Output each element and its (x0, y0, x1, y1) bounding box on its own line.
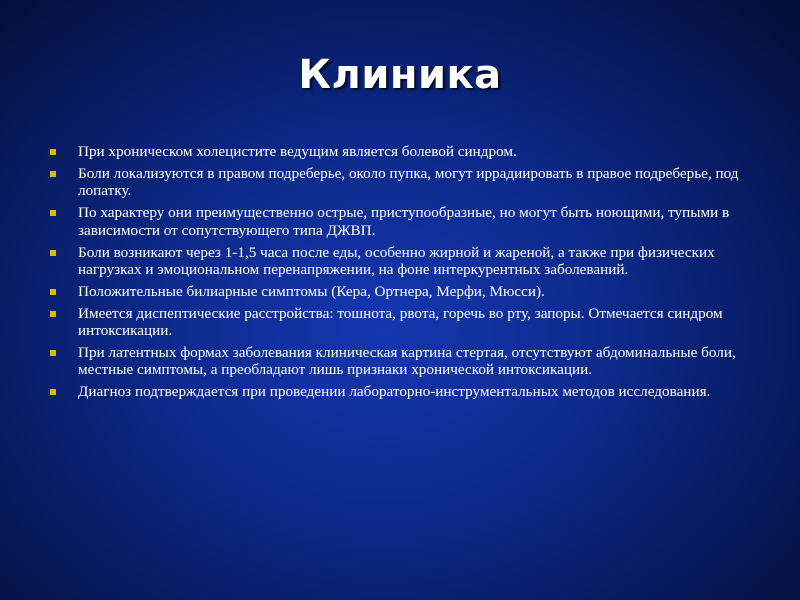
bullet-marker-icon (50, 250, 56, 256)
bullet-list (44, 143, 744, 405)
bullet-marker-icon (50, 289, 56, 295)
slide-title: Клиника (298, 52, 502, 98)
bullet-item (44, 244, 744, 279)
bullet-marker-icon (50, 350, 56, 356)
bullet-text: Диагноз подтверждается при проведении лабораторно-инструментальных методов исследования. (78, 383, 711, 401)
bullet-item (44, 165, 744, 200)
bullet-text: Имеется диспептические расстройства: тошнота, рвота, горечь во рту, запоры. Отмечается синдром интоксикации. (78, 304, 723, 340)
bullet-marker-icon (50, 210, 56, 216)
bullet-text: Боли возникают через 1-1,5 часа после еды, особенно жирной и жареной, а также при физических нагрузках и эмоциональном перенапряжении, на фоне интеркурентных заболеваний. (78, 243, 715, 278)
bullet-text: При хроническом холецистите ведущим является болевой синдром. (78, 143, 517, 160)
bullet-text: При латентных формах заболевания клиническая картина стертая, отсутствуют абдоминальные боли, местные симптомы, а преобладают лишь признаки хронической интоксикации. (78, 344, 736, 379)
bullet-text: Боли локализуются в правом подреберье, около пупка, могут иррадиировать в правое подреберье, под лопатку. (78, 164, 739, 200)
bullet-text: Положительные билиарные симптомы (Кера, Ортнера, Мерфи, Мюсси). (78, 282, 545, 300)
bullet-item (44, 383, 744, 400)
bullet-text: По характеру они преимущественно острые, приступообразные, но могут быть ноющими, тупыми в зависимости от сопутствующего типа ДЖВП. (78, 204, 730, 239)
bullet-item (44, 204, 744, 239)
bullet-marker-icon (50, 389, 56, 395)
bullet-item (44, 143, 744, 160)
bullet-item (44, 344, 744, 379)
bullet-item (44, 305, 744, 340)
bullet-marker-icon (50, 311, 56, 317)
bullet-marker-icon (50, 171, 56, 177)
bullet-marker-icon (50, 149, 56, 155)
bullet-item (44, 283, 744, 300)
